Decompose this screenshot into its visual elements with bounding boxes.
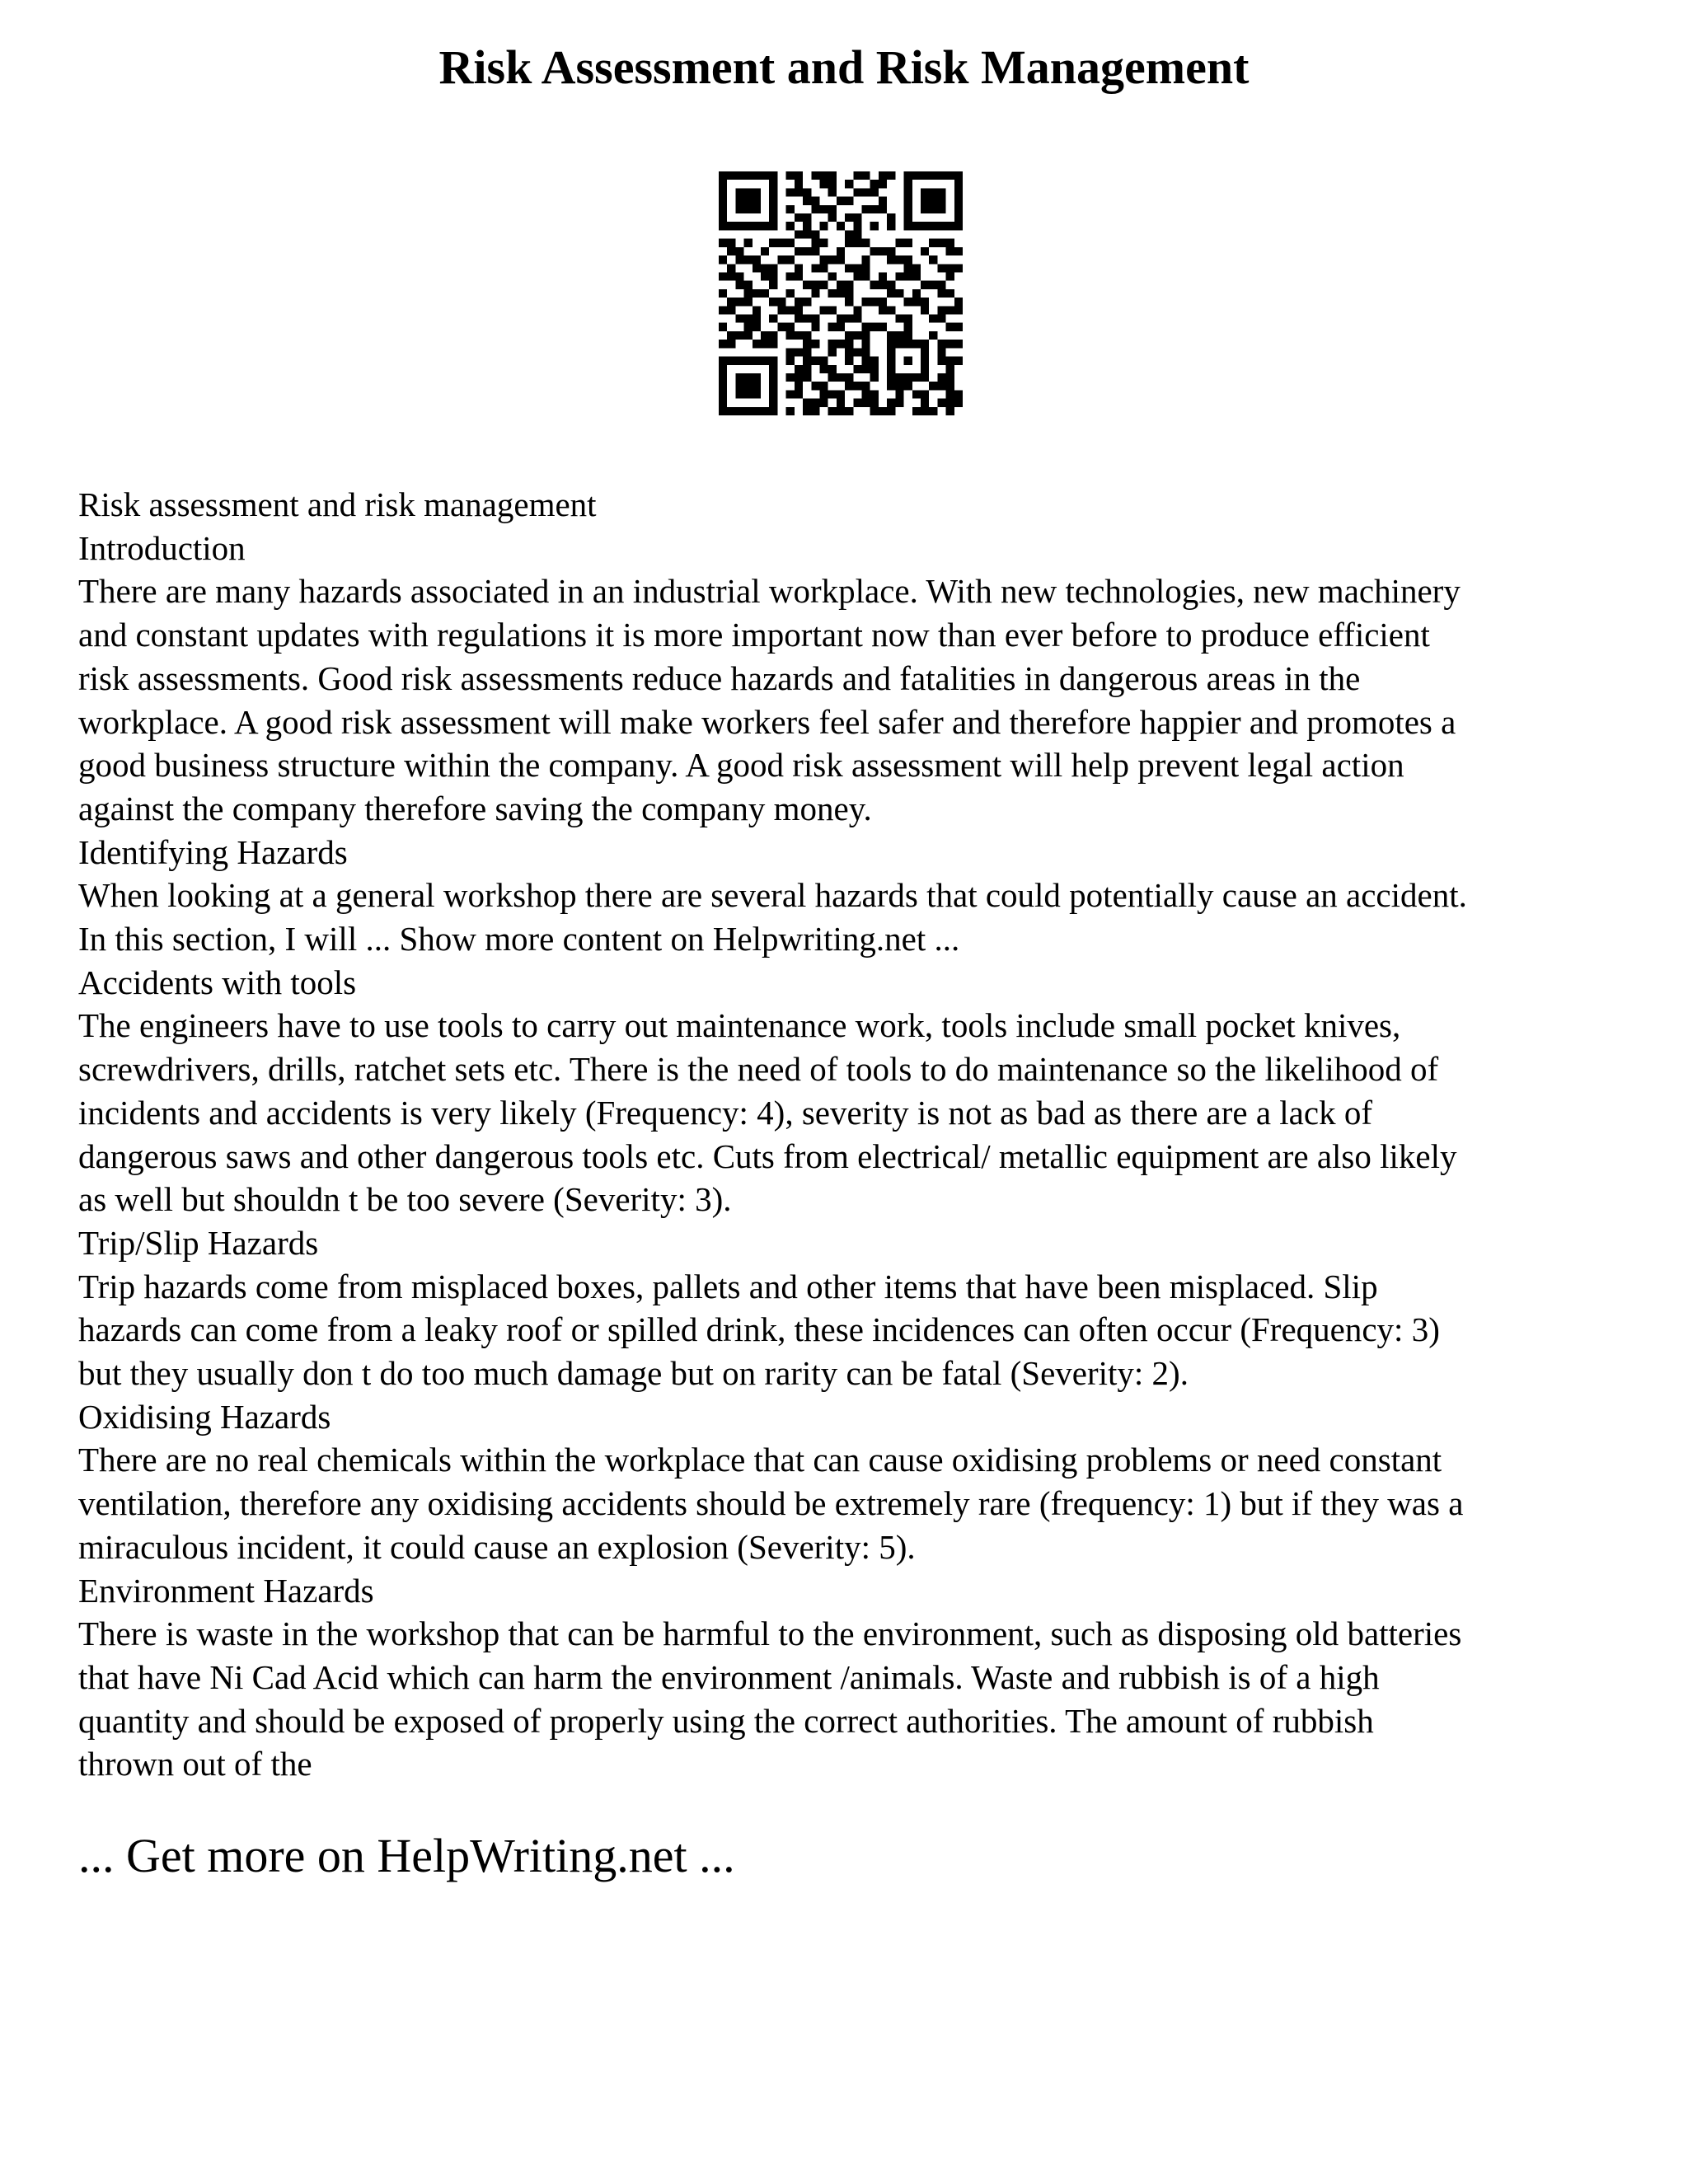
body-line: Accidents with tools [78,963,357,1001]
body-line: incidents and accidents is very likely (Frequency: 4), severity is not as bad as there are a lack of [78,1093,1372,1132]
body-line: miraculous incident, it could cause an explosion (Severity: 5). [78,1527,916,1566]
body-line: risk assessments. Good risk assessments reduce hazards and fatalities in dangerous areas in the [78,658,1361,697]
qr-code [719,171,963,415]
body-line: Trip/Slip Hazards [78,1223,319,1262]
body-line: and constant updates with regulations it is more important now than ever before to produce efficient [78,616,1430,654]
body-line: hazards can come from a leaky roof or spilled drink, these incidences can often occur (Frequency: 3) [78,1310,1440,1349]
body-line: In this section, I will ... Show more content on Helpwriting.net ... [78,920,960,958]
document-body [78,483,1628,1786]
body-line: There are no real chemicals within the workplace that can cause oxidising problems or need constant [78,1441,1442,1479]
body-line: workplace. A good risk assessment will make workers feel safer and therefore happier and promotes a [78,702,1456,741]
body-line: There is waste in the workshop that can be harmful to the environment, such as disposing old batteries [78,1615,1462,1653]
body-line: Oxidising Hazards [78,1397,331,1436]
body-line: thrown out of the [78,1745,312,1783]
body-line: ventilation, therefore any oxidising accidents should be extremely rare (frequency: 1) but if they was a [78,1484,1464,1523]
body-line: The engineers have to use tools to carry out maintenance work, tools include small pocket knives, [78,1006,1401,1045]
body-line: Introduction [78,528,246,567]
body-line: good business structure within the company. A good risk assessment will help prevent legal action [78,746,1404,785]
body-line: as well but shouldn t be too severe (Severity: 3). [78,1180,732,1219]
get-more-link[interactable]: ... Get more on HelpWriting.net ... [78,1829,735,1882]
body-line: There are many hazards associated in an industrial workplace. With new technologies, new machinery [78,572,1461,611]
body-line: quantity and should be exposed of properly using the correct authorities. The amount of rubbish [78,1701,1374,1740]
page-title: Risk Assessment and Risk Management [438,40,1250,94]
body-line: against the company therefore saving the company money. [78,789,872,827]
body-line: Identifying Hazards [78,832,348,871]
body-line: but they usually don t do too much damage but on rarity can be fatal (Severity: 2). [78,1354,1189,1393]
body-line: Risk assessment and risk management [78,485,597,523]
body-line: Trip hazards come from misplaced boxes, pallets and other items that have been misplaced. Slip [78,1267,1378,1305]
body-line: that have Ni Cad Acid which can harm the environment /animals. Waste and rubbish is of a high [78,1657,1380,1696]
body-line: screwdrivers, drills, ratchet sets etc. There is the need of tools to do maintenance so the likelihood of [78,1050,1439,1089]
body-line: Environment Hazards [78,1571,374,1610]
body-line: dangerous saws and other dangerous tools etc. Cuts from electrical/ metallic equipment are also likely [78,1137,1457,1175]
body-line: When looking at a general workshop there are several hazards that could potentially cause an accident. [78,876,1467,915]
